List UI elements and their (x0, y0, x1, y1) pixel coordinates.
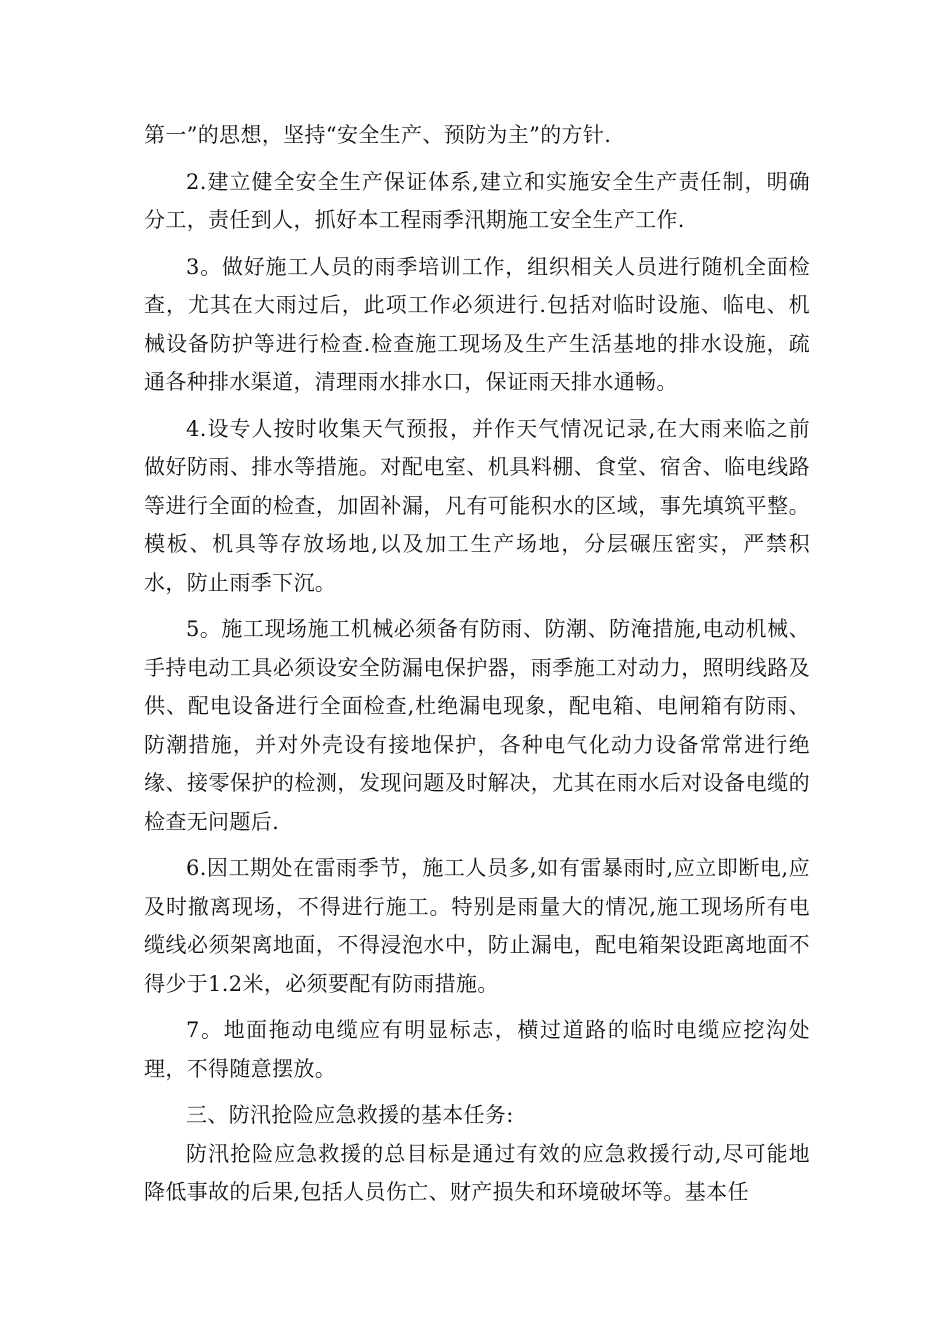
section-heading-3: 三、防汛抢险应急救援的基本任务: (186, 1103, 514, 1127)
paragraph-item-4: 4.设专人按时收集天气预报，并作天气情况记录,在大雨来临之前做好防雨、排水等措施。对配电室、机具料棚、食堂、宿舍、临电线路等进行全面的检查，加固补漏，凡有可能积水的区域，事先填筑平整。模板、机具等存放场地,以及加工生产场地，分层碾压密实，严禁积水，防止雨季下沉。 (144, 416, 810, 595)
paragraph-item-2: 2.建立健全安全生产保证体系,建立和实施安全生产责任制，明确分工，责任到人，抓好本工程雨季汛期施工安全生产工作. (144, 169, 810, 232)
paragraph-item-3: 3。做好施工人员的雨季培训工作，组织相关人员进行随机全面检查，尤其在大雨过后，此项工作必须进行.包括对临时设施、临电、机械设备防护等进行检查.检查施工现场及生产生活基地的排水设施，疏通各种排水渠道，清理雨水排水口，保证雨天排水通畅。 (144, 254, 810, 394)
paragraph-safety-first: 第一”的思想，坚持“安全生产、预防为主”的方针. (144, 123, 612, 147)
paragraph-item-5: 5。施工现场施工机械必须备有防雨、防潮、防淹措施,电动机械、手持电动工具必须设安全防漏电保护器，雨季施工对动力，照明线路及供、配电设备进行全面检查,杜绝漏电现象，配电箱、电闸箱有防雨、防潮措施，并对外壳设有接地保护，各种电气化动力设备常常进行绝缘、接零保护的检测，发现问题及时解决，尤其在雨水后对设备电缆的检查无问题后. (144, 617, 810, 834)
paragraph-item-6: 6.因工期处在雷雨季节，施工人员多,如有雷暴雨时,应立即断电,应及时撤离现场，不得进行施工。特别是雨量大的情况,施工现场所有电缆线必须架离地面，不得浸泡水中，防止漏电，配电箱架设距离地面不得少于1.2米，必须要配有防雨措施。 (144, 856, 810, 996)
paragraph-emergency-goal: 防汛抢险应急救援的总目标是通过有效的应急救援行动,尽可能地降低事故的后果,包括人员伤亡、财产损失和环境破坏等。基本任 (144, 1141, 810, 1204)
paragraph-item-7: 7。地面拖动电缆应有明显标志，横过道路的临时电缆应挖沟处理，不得随意摆放。 (144, 1018, 810, 1081)
document-body (144, 116, 810, 1212)
